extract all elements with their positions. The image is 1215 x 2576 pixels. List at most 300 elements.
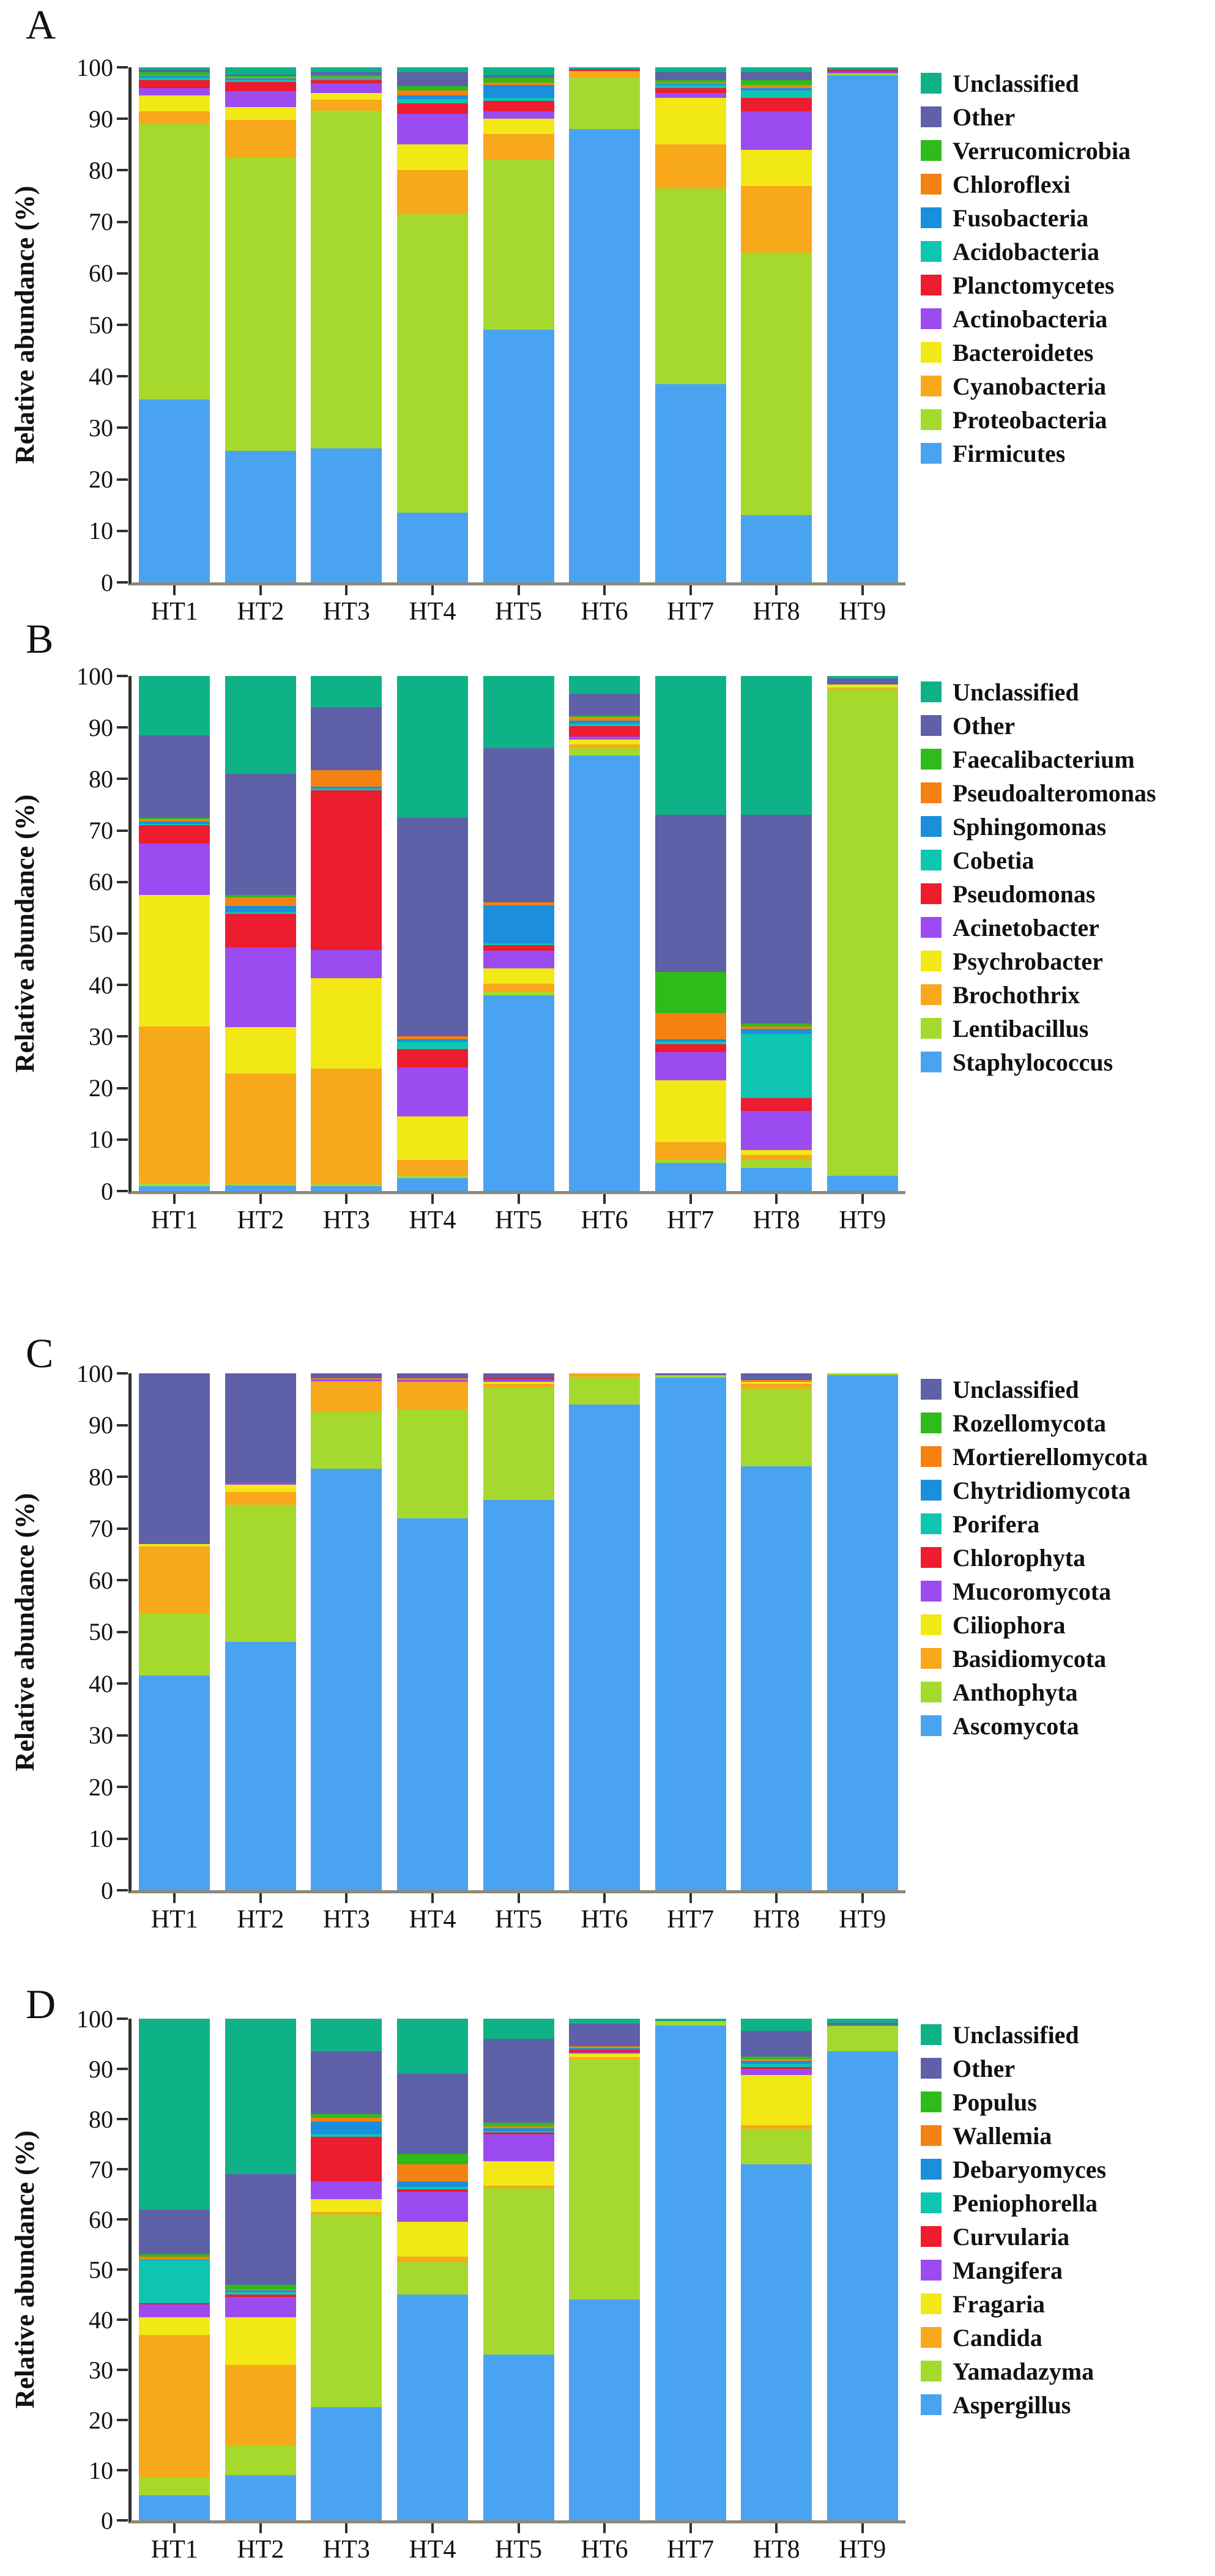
y-tick	[117, 1527, 128, 1530]
bar-segment-other	[483, 748, 554, 903]
bar-segment-planctomycetes	[483, 101, 554, 111]
bar-segment-unclassified	[139, 2019, 210, 2210]
bar-segment-bacteroidetes	[655, 98, 726, 144]
bar-segment-firmicutes	[827, 75, 898, 582]
legend-swatch-peniophorella	[921, 2192, 942, 2213]
bar-segment-anthophyta	[569, 1377, 640, 1405]
y-tick-label: 80	[89, 156, 113, 184]
bar-segment-planctomycetes	[225, 82, 296, 91]
x-tick	[861, 1893, 864, 1903]
bar-segment-sphingomonas	[741, 1029, 812, 1034]
legend-item-curvularia	[921, 2223, 1069, 2250]
bar-segment-basidiomycota	[225, 1492, 296, 1505]
x-tick	[259, 2523, 262, 2533]
x-tick	[431, 1194, 434, 1204]
bar-segment-yamadazyma	[139, 2478, 210, 2495]
legend-swatch-curvularia	[921, 2226, 942, 2247]
stacked-bar-D-HT7	[655, 2019, 726, 2520]
bar-segment-cobetia	[397, 1042, 468, 1050]
stacked-bar-D-HT9	[827, 2019, 898, 2520]
bar-segment-pseudomonas	[569, 726, 640, 737]
legend-swatch-candida	[921, 2327, 942, 2348]
y-tick-label: 40	[89, 971, 113, 999]
y-tick-label: 80	[89, 765, 113, 793]
x-tick-label: HT1	[150, 598, 198, 626]
bar-segment-other	[225, 774, 296, 895]
bar-segment-debaryomyces	[311, 2121, 382, 2134]
bar-segment-pseudoalteromonas	[225, 897, 296, 905]
y-tick	[117, 726, 128, 729]
legend-swatch-acinetobacter	[921, 917, 942, 938]
legend-swatch-pseudoalteromonas	[921, 782, 942, 803]
legend-label: Staphylococcus	[953, 1048, 1113, 1076]
x-tick-label: HT7	[667, 1906, 715, 1934]
bar-segment-sphingomonas	[483, 905, 554, 943]
x-tick	[861, 1194, 864, 1204]
x-tick	[259, 1194, 262, 1204]
y-tick	[117, 778, 128, 780]
legend-label: Sphingomonas	[953, 812, 1107, 841]
legend-label: Planctomycetes	[953, 271, 1115, 299]
legend-item-mangifera	[921, 2257, 1063, 2284]
legend-label: Lentibacillus	[953, 1014, 1089, 1042]
bar-segment-peniophorella	[139, 2260, 210, 2303]
bar-segment-lentibacillus	[569, 748, 640, 756]
legend-item-yamadazyma	[921, 2358, 1094, 2385]
y-tick	[117, 984, 128, 986]
x-tick-label: HT5	[495, 1906, 542, 1934]
bar-segment-aspergillus	[311, 2407, 382, 2520]
y-tick-label: 80	[89, 1463, 113, 1491]
stacked-bar-B-HT8	[741, 676, 812, 1191]
x-tick-label: HT8	[752, 2536, 800, 2564]
bar-segment-staphylococcus	[397, 1178, 468, 1191]
bar-segment-pseudomonas	[139, 825, 210, 843]
stacked-bar-B-HT9	[827, 676, 898, 1191]
legend-item-unclassified	[921, 678, 1079, 705]
legend-swatch-brochothrix	[921, 984, 942, 1005]
x-tick	[518, 1893, 520, 1903]
legend-label: Other	[953, 711, 1016, 740]
bar-segment-ascomycota	[655, 1378, 726, 1890]
legend-item-ascomycota	[921, 1712, 1079, 1739]
y-tick-label: 10	[89, 1825, 113, 1852]
bar-segment-anthophyta	[139, 1614, 210, 1676]
legend-item-fragaria	[921, 2290, 1045, 2317]
bar-segment-other	[741, 72, 812, 80]
legend-item-acinetobacter	[921, 914, 1099, 941]
y-tick-label: 90	[89, 105, 113, 133]
y-tick	[117, 1372, 128, 1375]
bar-segment-unclassified	[139, 1373, 210, 1544]
legend-label: Proteobacteria	[953, 406, 1107, 434]
y-tick	[117, 1579, 128, 1581]
bar-segment-cyanobacteria	[311, 100, 382, 111]
bar-segment-actinobacteria	[483, 111, 554, 119]
x-tick-label: HT5	[495, 2536, 542, 2564]
bar-segment-mangifera	[483, 2134, 554, 2161]
y-tick	[117, 675, 128, 677]
bar-segment-brochothrix	[483, 984, 554, 992]
bar-segment-unclassified	[655, 676, 726, 815]
x-tick	[603, 585, 606, 595]
bar-segment-other	[311, 707, 382, 771]
bar-segment-anthophyta	[483, 1387, 554, 1500]
y-tick-label: 60	[89, 259, 113, 288]
bar-segment-basidiomycota	[311, 1381, 382, 1412]
legend-item-pseudoalteromonas	[921, 779, 1156, 806]
bar-segment-verrucomicrobia	[483, 78, 554, 83]
legend-item-faecalibacterium	[921, 746, 1135, 773]
legend-item-lentibacillus	[921, 1015, 1088, 1042]
legend-label: Anthophyta	[953, 1678, 1078, 1706]
x-tick-label: HT1	[150, 1206, 198, 1234]
bar-segment-firmicutes	[655, 384, 726, 582]
legend-item-psychrobacter	[921, 948, 1103, 974]
bar-segment-fragaria	[483, 2161, 554, 2186]
bar-segment-staphylococcus	[655, 1163, 726, 1191]
bar-segment-unclassified	[569, 2019, 640, 2024]
y-tick	[117, 932, 128, 935]
bar-segment-anthophyta	[311, 1412, 382, 1469]
stacked-bar-B-HT7	[655, 676, 726, 1191]
bar-segment-psychrobacter	[741, 1150, 812, 1155]
y-tick	[117, 2218, 128, 2221]
legend-label: Basidiomycota	[953, 1644, 1107, 1672]
bar-segment-staphylococcus	[311, 1186, 382, 1191]
bar-segment-firmicutes	[139, 399, 210, 582]
y-tick	[117, 1138, 128, 1141]
bar-segment-acinetobacter	[483, 951, 554, 968]
x-tick-label: HT7	[667, 2536, 715, 2564]
legend-swatch-proteobacteria	[921, 409, 942, 430]
bar-segment-basidiomycota	[139, 1546, 210, 1614]
bar-segment-cyanobacteria	[225, 120, 296, 157]
bar-segment-faecalibacterium	[655, 972, 726, 1013]
x-tick	[518, 2523, 520, 2533]
x-tick	[345, 2523, 347, 2533]
bar-segment-proteobacteria	[311, 111, 382, 448]
bar-segment-aspergillus	[225, 2475, 296, 2520]
legend-label: Pseudoalteromonas	[953, 779, 1156, 807]
bar-segment-staphylococcus	[483, 995, 554, 1191]
legend-swatch-wallemia	[921, 2125, 942, 2146]
legend-label: Aspergillus	[953, 2391, 1071, 2419]
x-tick-label: HT6	[581, 1206, 628, 1234]
bar-segment-unclassified	[225, 2019, 296, 2174]
y-tick-label: 70	[89, 2155, 113, 2183]
y-tick-label: 20	[89, 1074, 113, 1102]
legend-swatch-cyanobacteria	[921, 376, 942, 396]
bar-segment-other	[741, 815, 812, 1023]
bar-segment-acinetobacter	[655, 1052, 726, 1080]
x-tick-label: HT8	[752, 1906, 800, 1934]
bar-segment-ciliophora	[225, 1485, 296, 1493]
x-tick	[518, 1194, 520, 1204]
bar-segment-mangifera	[397, 2192, 468, 2222]
y-tick-label: 70	[89, 208, 113, 236]
legend-swatch-chlorophyta	[921, 1547, 942, 1568]
bar-segment-yamadazyma	[225, 2445, 296, 2475]
bar-segment-acidobacteria	[741, 91, 812, 98]
x-tick	[431, 2523, 434, 2533]
legend-swatch-acidobacteria	[921, 241, 942, 262]
legend-swatch-ciliophora	[921, 1614, 942, 1635]
legend-item-chlorophyta	[921, 1544, 1085, 1571]
bar-segment-psychrobacter	[397, 1116, 468, 1160]
y-tick	[117, 530, 128, 532]
x-tick-label: HT3	[322, 2536, 370, 2564]
bar-segment-firmicutes	[225, 451, 296, 582]
y-tick-label: 40	[89, 362, 113, 390]
legend-item-actinobacteria	[921, 305, 1107, 332]
y-tick	[117, 2318, 128, 2321]
bar-segment-aspergillus	[569, 2299, 640, 2520]
stacked-bar-C-HT1	[139, 1373, 210, 1890]
y-tick	[117, 1475, 128, 1478]
legend-label: Mucoromycota	[953, 1577, 1112, 1605]
bar-segment-proteobacteria	[483, 160, 554, 330]
legend-swatch-psychrobacter	[921, 951, 942, 971]
stacked-bar-B-HT2	[225, 676, 296, 1191]
bar-segment-planctomycetes	[655, 88, 726, 93]
y-tick	[117, 881, 128, 883]
bar-segment-cyanobacteria	[569, 71, 640, 78]
y-tick	[117, 581, 128, 584]
legend-item-cyanobacteria	[921, 373, 1106, 399]
bar-segment-other	[225, 2174, 296, 2284]
legend-item-debaryomyces	[921, 2156, 1106, 2183]
legend-swatch-unclassified	[921, 2024, 942, 2045]
bar-segment-planctomycetes	[397, 103, 468, 114]
legend-label: Debaryomyces	[953, 2155, 1107, 2183]
legend-swatch-sphingomonas	[921, 816, 942, 837]
y-tick-label: 30	[89, 1022, 113, 1050]
bar-segment-firmicutes	[397, 513, 468, 582]
y-axis-title: Relative abundance (%)	[10, 185, 40, 464]
legend-swatch-basidiomycota	[921, 1648, 942, 1669]
y-tick	[117, 2268, 128, 2271]
x-tick	[431, 585, 434, 595]
y-tick	[117, 2068, 128, 2070]
stacked-bar-A-HT2	[225, 67, 296, 582]
x-tick	[518, 585, 520, 595]
y-tick-label: 70	[89, 817, 113, 845]
legend-label: Yamadazyma	[953, 2357, 1094, 2385]
y-axis-title: Relative abundance (%)	[10, 794, 40, 1073]
x-tick	[689, 2523, 692, 2533]
bar-segment-fragaria	[311, 2199, 382, 2212]
legend-swatch-pseudomonas	[921, 883, 942, 904]
bar-segment-aspergillus	[139, 2495, 210, 2520]
stacked-bar-B-HT5	[483, 676, 554, 1191]
x-tick-label: HT1	[150, 1906, 198, 1934]
bar-segment-sphingomonas	[225, 906, 296, 912]
bar-segment-unclassified	[397, 1373, 468, 1378]
stacked-bar-B-HT3	[311, 676, 382, 1191]
bar-segment-other	[397, 72, 468, 86]
bar-segment-other	[827, 678, 898, 685]
y-tick	[117, 1786, 128, 1788]
y-tick	[117, 426, 128, 429]
bar-segment-acinetobacter	[225, 948, 296, 1028]
legend-swatch-bacteroidetes	[921, 342, 942, 363]
x-tick-label: HT9	[839, 1906, 886, 1934]
legend-swatch-lentibacillus	[921, 1018, 942, 1039]
x-tick	[775, 585, 778, 595]
legend-label: Rozellomycota	[953, 1409, 1107, 1437]
bar-segment-pseudomonas	[225, 914, 296, 948]
bar-segment-staphylococcus	[569, 755, 640, 1190]
y-tick-label: 0	[101, 568, 113, 596]
bar-segment-proteobacteria	[741, 253, 812, 515]
bar-segment-other	[139, 2210, 210, 2255]
y-tick	[117, 1190, 128, 1192]
x-tick-label: HT3	[322, 598, 370, 626]
legend-item-wallemia	[921, 2122, 1052, 2149]
bar-segment-proteobacteria	[139, 124, 210, 399]
x-tick-label: HT9	[839, 598, 886, 626]
y-tick	[117, 1087, 128, 1089]
x-tick	[775, 2523, 778, 2533]
legend-swatch-mortierellomycota	[921, 1446, 942, 1467]
legend-label: Fragaria	[953, 2290, 1046, 2318]
bar-segment-unclassified	[483, 676, 554, 748]
x-tick	[345, 1194, 347, 1204]
y-tick-label: 0	[101, 1876, 113, 1904]
x-tick	[861, 2523, 864, 2533]
stacked-bar-C-HT3	[311, 1373, 382, 1890]
legend-item-bacteroidetes	[921, 339, 1093, 366]
x-tick	[861, 585, 864, 595]
bar-segment-firmicutes	[569, 129, 640, 582]
bar-segment-candida	[397, 2257, 468, 2262]
bar-segment-yamadazyma	[741, 2129, 812, 2164]
bar-segment-other	[569, 694, 640, 715]
bar-segment-bacteroidetes	[225, 107, 296, 120]
bar-segment-unclassified	[139, 676, 210, 735]
legend-label: Cobetia	[953, 846, 1035, 874]
bar-segment-actinobacteria	[225, 91, 296, 107]
legend-item-peniophorella	[921, 2189, 1098, 2216]
legend-swatch-aspergillus	[921, 2394, 942, 2415]
legend-item-populus	[921, 2088, 1037, 2115]
bar-segment-candida	[139, 2335, 210, 2478]
bar-segment-cyanobacteria	[397, 170, 468, 214]
bar-segment-other	[483, 2039, 554, 2123]
y-tick-label: 70	[89, 1515, 113, 1542]
x-tick-label: HT4	[409, 598, 456, 626]
legend-item-basidiomycota	[921, 1645, 1106, 1672]
bar-segment-proteobacteria	[655, 188, 726, 384]
bar-segment-psychrobacter	[139, 895, 210, 1026]
x-tick-label: HT4	[409, 1906, 456, 1934]
legend-swatch-porifera	[921, 1513, 942, 1534]
x-tick-label: HT7	[667, 1206, 715, 1234]
legend-item-chytridiomycota	[921, 1477, 1131, 1504]
bar-segment-actinobacteria	[741, 111, 812, 150]
bar-segment-other	[397, 818, 468, 1037]
bar-segment-unclassified	[741, 1373, 812, 1380]
bar-segment-candida	[225, 2365, 296, 2445]
x-tick-label: HT7	[667, 598, 715, 626]
bar-segment-populus	[225, 2285, 296, 2290]
y-axis-title: Relative abundance (%)	[10, 1493, 40, 1771]
legend-swatch-debaryomyces	[921, 2159, 942, 2180]
legend-label: Chytridiomycota	[953, 1476, 1131, 1504]
legend-label: Verrucomicrobia	[953, 136, 1131, 165]
legend-swatch-actinobacteria	[921, 308, 942, 329]
stacked-bar-B-HT1	[139, 676, 210, 1191]
y-tick-label: 50	[89, 919, 113, 948]
y-axis-title: Relative abundance (%)	[10, 2130, 40, 2409]
legend-swatch-rozellomycota	[921, 1412, 942, 1433]
stacked-bar-A-HT6	[569, 67, 640, 582]
legend-item-unclassified	[921, 1376, 1079, 1403]
legend-swatch-planctomycetes	[921, 275, 942, 295]
x-tick	[431, 1893, 434, 1903]
y-tick	[117, 117, 128, 120]
bar-segment-lentibacillus	[741, 1160, 812, 1168]
legend-swatch-other	[921, 2058, 942, 2079]
bar-segment-pseudoalteromonas	[311, 770, 382, 787]
y-tick	[117, 2469, 128, 2471]
x-tick	[689, 1893, 692, 1903]
x-tick	[775, 1194, 778, 1204]
bar-segment-unclassified	[397, 2019, 468, 2074]
x-tick	[173, 1194, 176, 1204]
bar-segment-unclassified	[741, 2019, 812, 2031]
y-tick	[117, 221, 128, 223]
bar-segment-acinetobacter	[311, 950, 382, 978]
bar-segment-cobetia	[741, 1034, 812, 1098]
y-tick	[117, 324, 128, 326]
bar-segment-aspergillus	[483, 2355, 554, 2520]
bar-segment-bacteroidetes	[311, 93, 382, 100]
legend-label: Fusobacteria	[953, 204, 1089, 232]
y-tick	[117, 1838, 128, 1840]
legend-label: Other	[953, 2054, 1016, 2082]
y-tick-label: 100	[76, 1359, 113, 1387]
legend-label: Ascomycota	[953, 1712, 1079, 1740]
stacked-bar-C-HT8	[741, 1373, 812, 1890]
legend-item-proteobacteria	[921, 406, 1107, 433]
bar-segment-unclassified	[311, 2019, 382, 2051]
bar-segment-psychrobacter	[655, 1080, 726, 1142]
bar-segment-unclassified	[483, 1373, 554, 1378]
y-tick	[117, 1682, 128, 1685]
bar-segment-proteobacteria	[225, 157, 296, 451]
stacked-bar-C-HT2	[225, 1373, 296, 1890]
bar-segment-unclassified	[655, 67, 726, 72]
y-tick-label: 10	[89, 1126, 113, 1154]
stacked-bar-C-HT6	[569, 1373, 640, 1890]
bar-segment-other	[397, 2074, 468, 2154]
legend-label: Cyanobacteria	[953, 372, 1107, 400]
bar-segment-unclassified	[397, 67, 468, 72]
y-tick-label: 0	[101, 2506, 113, 2534]
stacked-bar-A-HT7	[655, 67, 726, 582]
panel-letter-D: D	[26, 1981, 56, 2027]
bar-segment-actinobacteria	[311, 83, 382, 93]
legend-swatch-faecalibacterium	[921, 749, 942, 770]
bar-segment-aspergillus	[827, 2051, 898, 2520]
bar-segment-mangifera	[225, 2297, 296, 2317]
bar-segment-pseudomonas	[655, 1044, 726, 1052]
legend-item-other	[921, 103, 1015, 130]
x-tick	[689, 1194, 692, 1204]
stacked-bar-A-HT8	[741, 67, 812, 582]
